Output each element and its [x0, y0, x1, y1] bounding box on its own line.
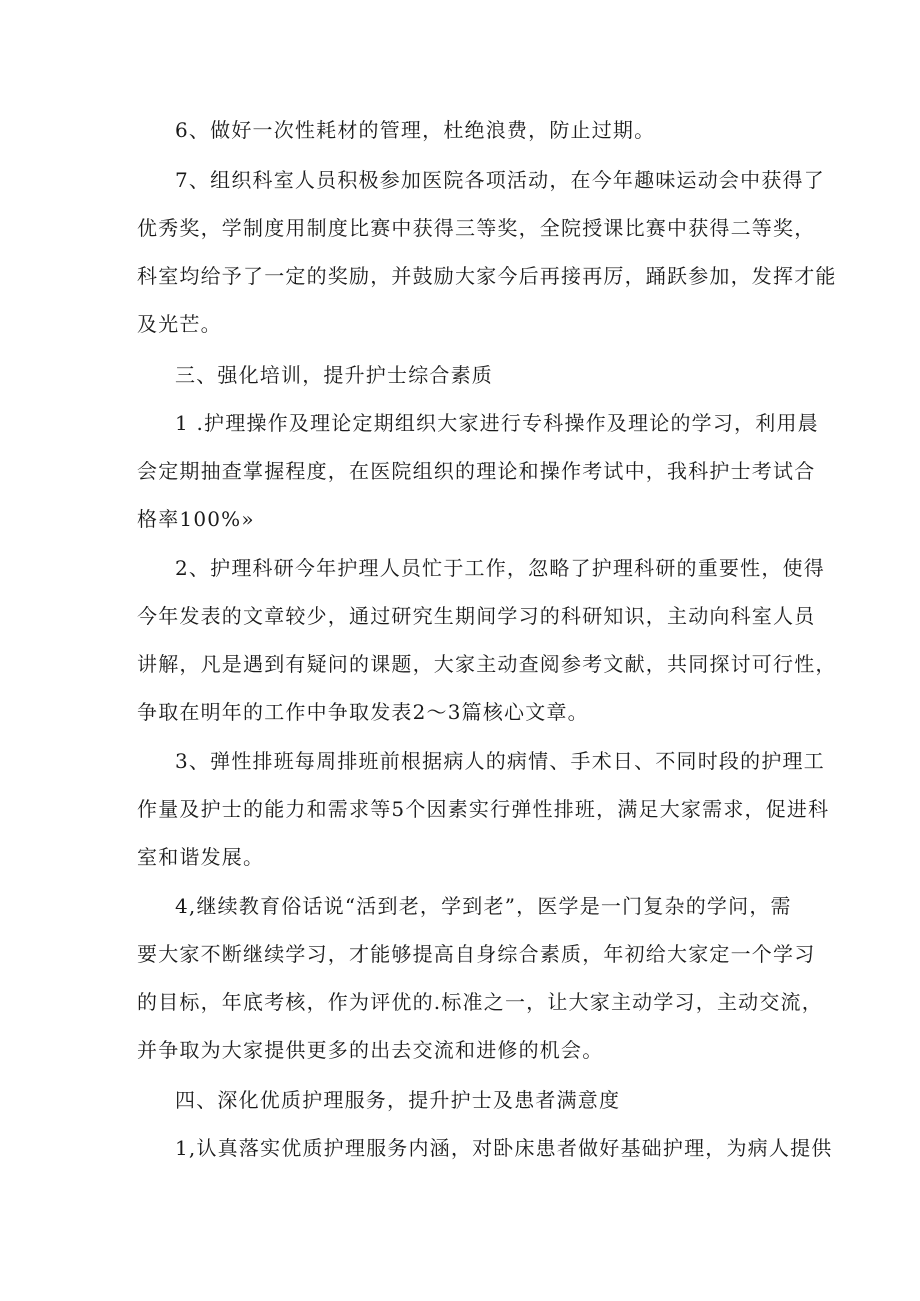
paragraph-3-4-line-1: 4,继续教育俗话说“活到老，学到老”，医学是一门复杂的学问，需 [175, 894, 792, 918]
paragraph-3-3-line-2: 作量及护士的能力和需求等5个因素实行弹性排班，满足大家需求，促进科 [137, 797, 830, 821]
paragraph-3-4-line-4: 并争取为大家提供更多的出去交流和进修的机会。 [137, 1038, 604, 1062]
paragraph-7-line-4: 及光芒。 [137, 312, 222, 336]
paragraph-3-4-line-3: 的目标，年底考核，作为评优的.标准之一，让大家主动学习，主动交流， [137, 990, 823, 1014]
paragraph-3-1-line-1: 1 .护理操作及理论定期组织大家进行专科操作及理论的学习，利用晨 [175, 411, 819, 435]
paragraph-3-1-line-2: 会定期抽查掌握程度，在医院组织的理论和操作考试中，我科护士考试合 [137, 459, 816, 483]
paragraph-3-1-line-3: 格率100%» [137, 507, 255, 531]
paragraph-3-2-line-4: 争取在明年的工作中争取发表2～3篇核心文章。 [137, 700, 589, 724]
paragraph-7-line-1: 7、组织科室人员积极参加医院各项活动，在今年趣味运动会中获得了 [175, 168, 825, 192]
paragraph-7-line-3: 科室均给予了一定的奖励，并鼓励大家今后再接再厉，踊跃参加，发挥才能 [137, 264, 837, 288]
paragraph-3-4-line-2: 要大家不断继续学习，才能够提高自身综合素质，年初给大家定一个学习 [137, 942, 816, 966]
paragraph-4-1-line-1: 1,认真落实优质护理服务内涵，对卧床患者做好基础护理，为病人提供 [175, 1136, 833, 1160]
paragraph-6-line-1: 6、做好一次性耗材的管理，杜绝浪费，防止过期。 [175, 118, 656, 142]
section-heading-3: 三、强化培训，提升护士综合素质 [175, 363, 493, 387]
paragraph-7-line-2: 优秀奖，学制度用制度比赛中获得三等奖，全院授课比赛中获得二等奖， [137, 216, 816, 240]
paragraph-3-2-line-3: 讲解，凡是遇到有疑问的课题，大家主动查阅参考文献，共同探讨可行性， [137, 652, 837, 676]
section-heading-4: 四、深化优质护理服务，提升护士及患者满意度 [175, 1088, 621, 1112]
paragraph-3-2-line-2: 今年发表的文章较少，通过研究生期间学习的科研知识，主动向科室人员 [137, 604, 816, 628]
paragraph-3-2-line-1: 2、护理科研今年护理人员忙于工作，忽略了护理科研的重要性，使得 [175, 556, 825, 580]
paragraph-3-3-line-1: 3、弹性排班每周排班前根据病人的病情、手术日、不同时段的护理工 [175, 749, 825, 773]
paragraph-3-3-line-3: 室和谐发展。 [137, 845, 265, 869]
